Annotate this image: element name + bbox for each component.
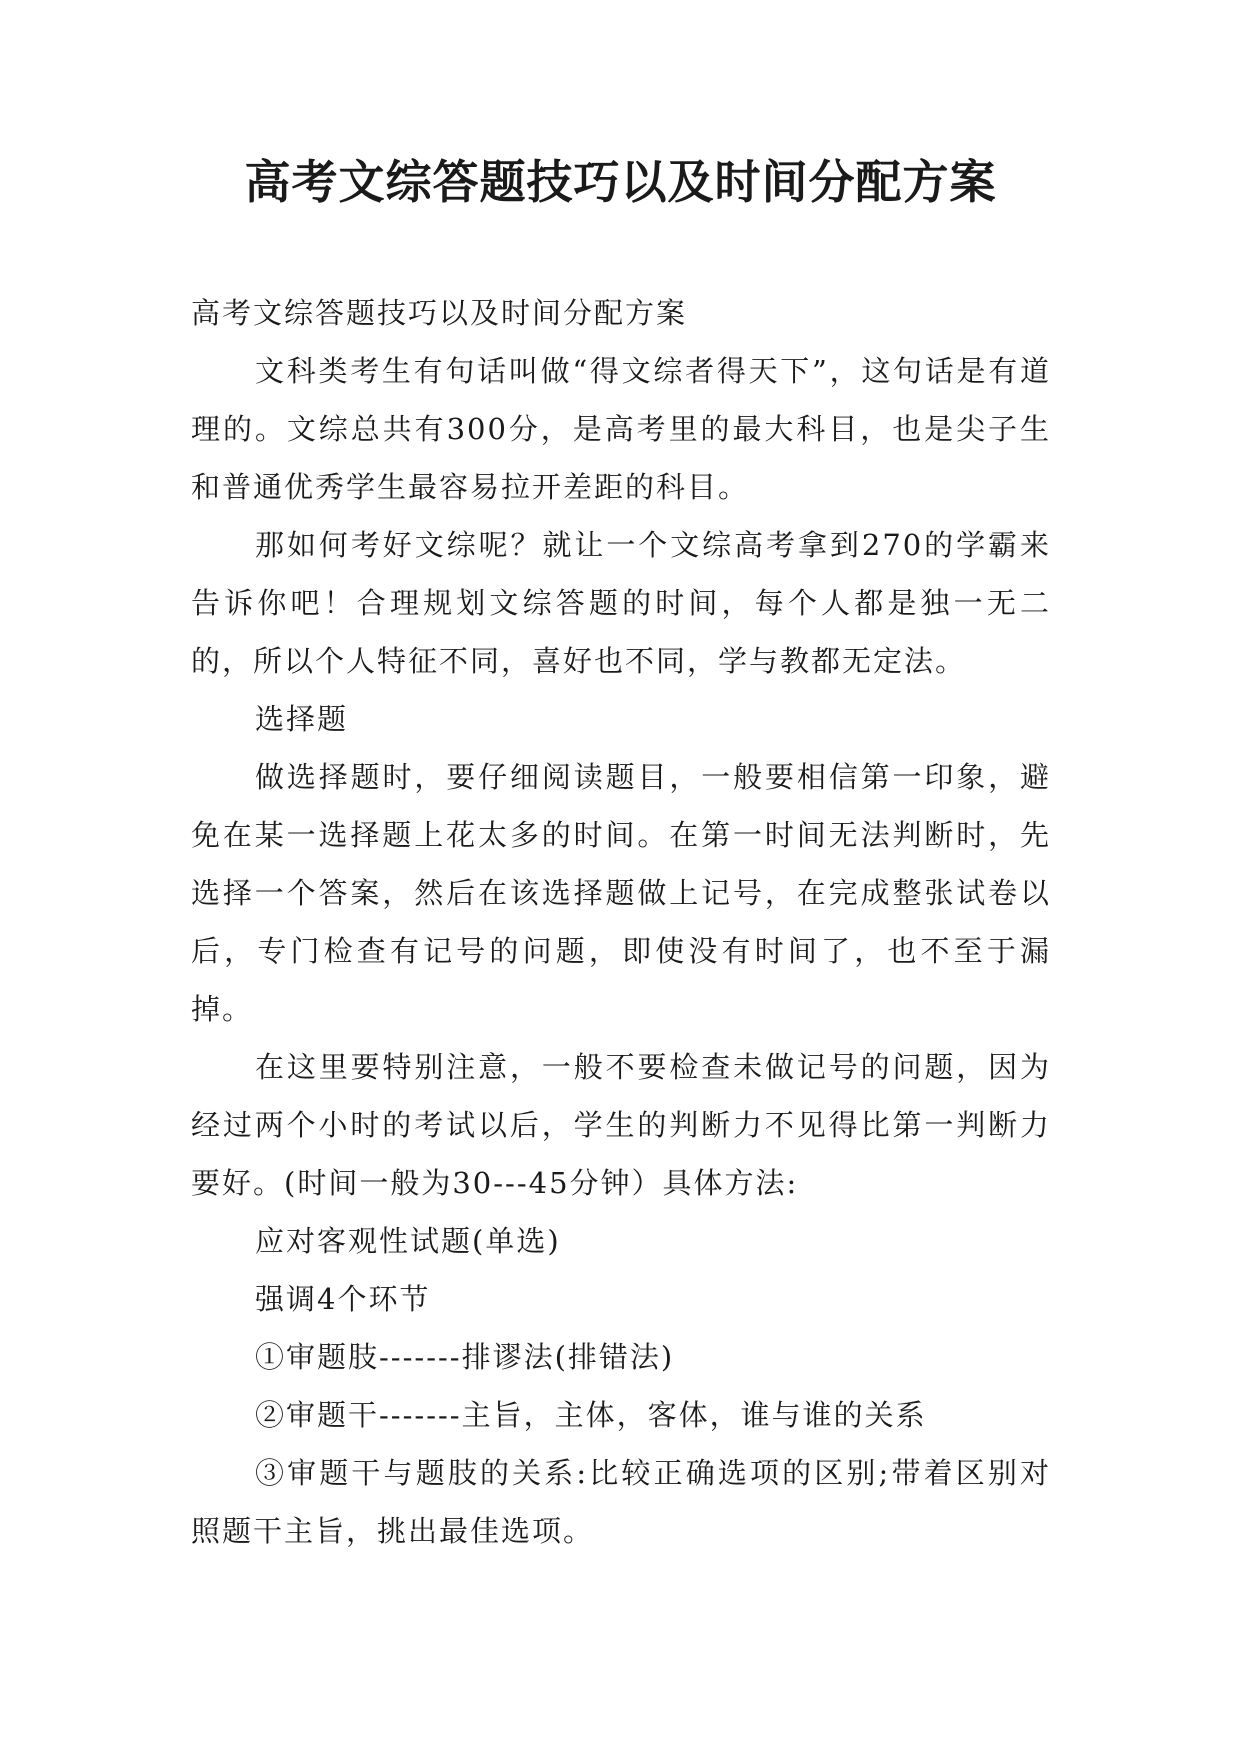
section-heading-multiple-choice: 选择题 (255, 702, 349, 736)
list-item-step-1: ①审题肢-------排谬法(排错法) (255, 1340, 675, 1374)
document-body (191, 284, 1051, 1560)
list-item-step-3: ③审题干与题肢的关系:比较正确选项的区别;带着区别对照题干主旨，挑出最佳选项。 (191, 1456, 1051, 1548)
paragraph-intro: 文科类考生有句话叫做“得文综者得天下”，这句话是有道理的。文综总共有300分，是高考里的最大科目，也是尖子生和普通优秀学生最容易拉开差距的科目。 (191, 354, 1051, 504)
paragraph-objective-questions: 应对客观性试题(单选) (255, 1224, 561, 1258)
paragraph-checking-note: 在这里要特别注意，一般不要检查未做记号的问题，因为经过两个小时的考试以后，学生的判断力不见得比第一判断力要好。(时间一般为30---45分钟）具体方法: (191, 1050, 1051, 1200)
paragraph-four-steps: 强调4个环节 (255, 1282, 431, 1316)
document-title: 高考文综答题技巧以及时间分配方案 (244, 155, 997, 209)
paragraph-subtitle: 高考文综答题技巧以及时间分配方案 (191, 296, 688, 330)
paragraph-how-to: 那如何考好文综呢？就让一个文综高考拿到270的学霸来告诉你吧！合理规划文综答题的时间，每个人都是独一无二的，所以个人特征不同，喜好也不同，学与教都无定法。 (191, 528, 1051, 678)
paragraph-choice-tips: 做选择题时，要仔细阅读题目，一般要相信第一印象，避免在某一选择题上花太多的时间。在第一时间无法判断时，先选择一个答案，然后在该选择题做上记号，在完成整张试卷以后，专门检查有记号的问题，即使没有时间了，也不至于漏掉。 (191, 760, 1051, 1026)
list-item-step-2: ②审题干-------主旨，主体，客体，谁与谁的关系 (255, 1398, 927, 1432)
